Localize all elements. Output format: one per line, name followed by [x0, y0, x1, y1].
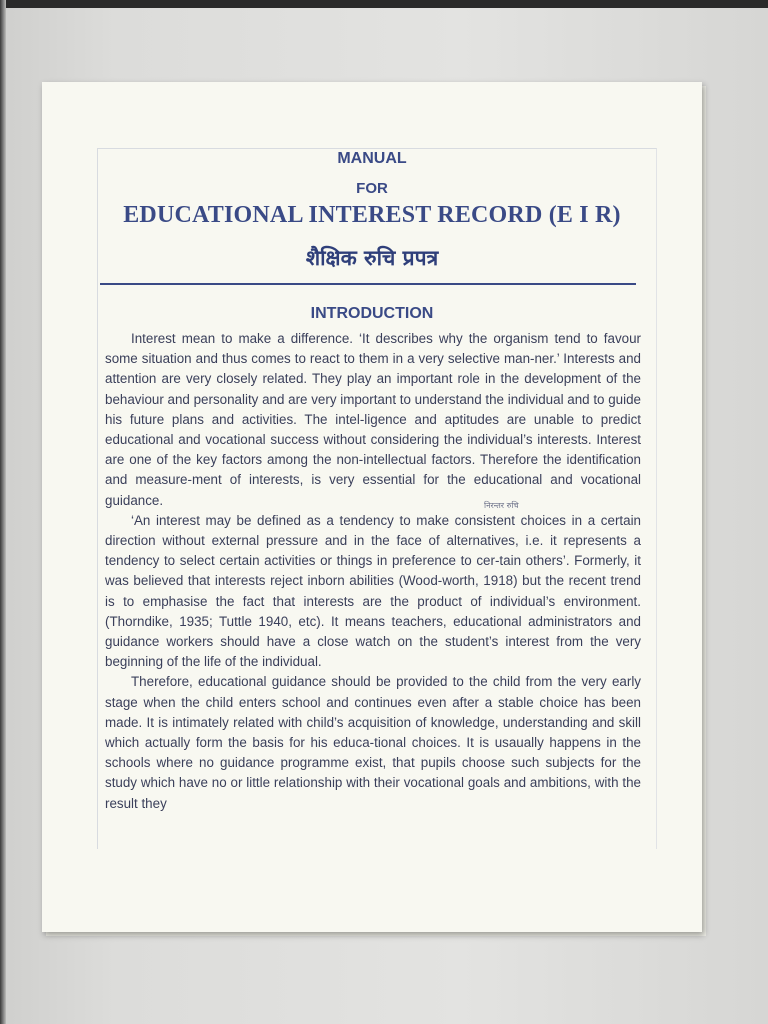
for-heading: FOR [356, 180, 388, 197]
scanner-edge-left [0, 0, 6, 1024]
handwritten-annotation: निरन्तर रुचि [484, 501, 519, 510]
paragraph-2: ‘An interest may be defined as a tendency to make consistent choices in a certain direction without external pressure and in the face of alternatives, i.e. it represents a tendency to select certain activities or things in preference to cer-tain others’. Formerly, it was believed that interests reject inborn abilities (Wood-worth, 1918) but the recent trend is to emphasise the fact that interests are the product of individual’s environment. (Thorndike, 1935; Tuttle 1940, etc). It means teachers, educational administrators and guidance workers should have a close watch on the student’s interest from the very beginning of the life of the individual. [105, 512, 641, 670]
paragraph-1: Interest mean to make a difference. ‘It describes why the organism tend to favour some situation and thus comes to react to them in a very selective man-ner.’ Interests and attention are very closely related. They play an important role in the development of the behaviour and personality and are very important to understand the individual and to guide his future plans and activities. The intel-ligence and aptitudes are unable to predict educational and vocational success without considering the individual’s interests. Interest are one of the key factors among the non-intellectual factors. Therefore the identification and measure-ment of interests, is very essential for the educational and vocational guidance. [105, 331, 641, 508]
body-text [105, 329, 641, 814]
document-title: EDUCATIONAL INTEREST RECORD (E I R) [123, 202, 621, 228]
scanner-edge-top [0, 0, 768, 8]
title-divider [100, 283, 636, 285]
paragraph-3: Therefore, educational guidance should be provided to the child from the very early stage when the child enters school and continues even after a stable choice has been made. It is intimately related with child’s acquisition of knowledge, understanding and skill which actually form the basis for his educa-tional choices. It is usaually happens in the schools where no guidance programme exist, that pupils choose such subjects for the study which have no or little relationship with their vocational goals and ambitions, with the result they [105, 674, 641, 811]
section-title: INTRODUCTION [310, 305, 434, 322]
hindi-title: शैक्षिक रुचि प्रपत्र [305, 246, 439, 270]
document-page [42, 82, 702, 932]
manual-heading: MANUAL [337, 150, 407, 167]
